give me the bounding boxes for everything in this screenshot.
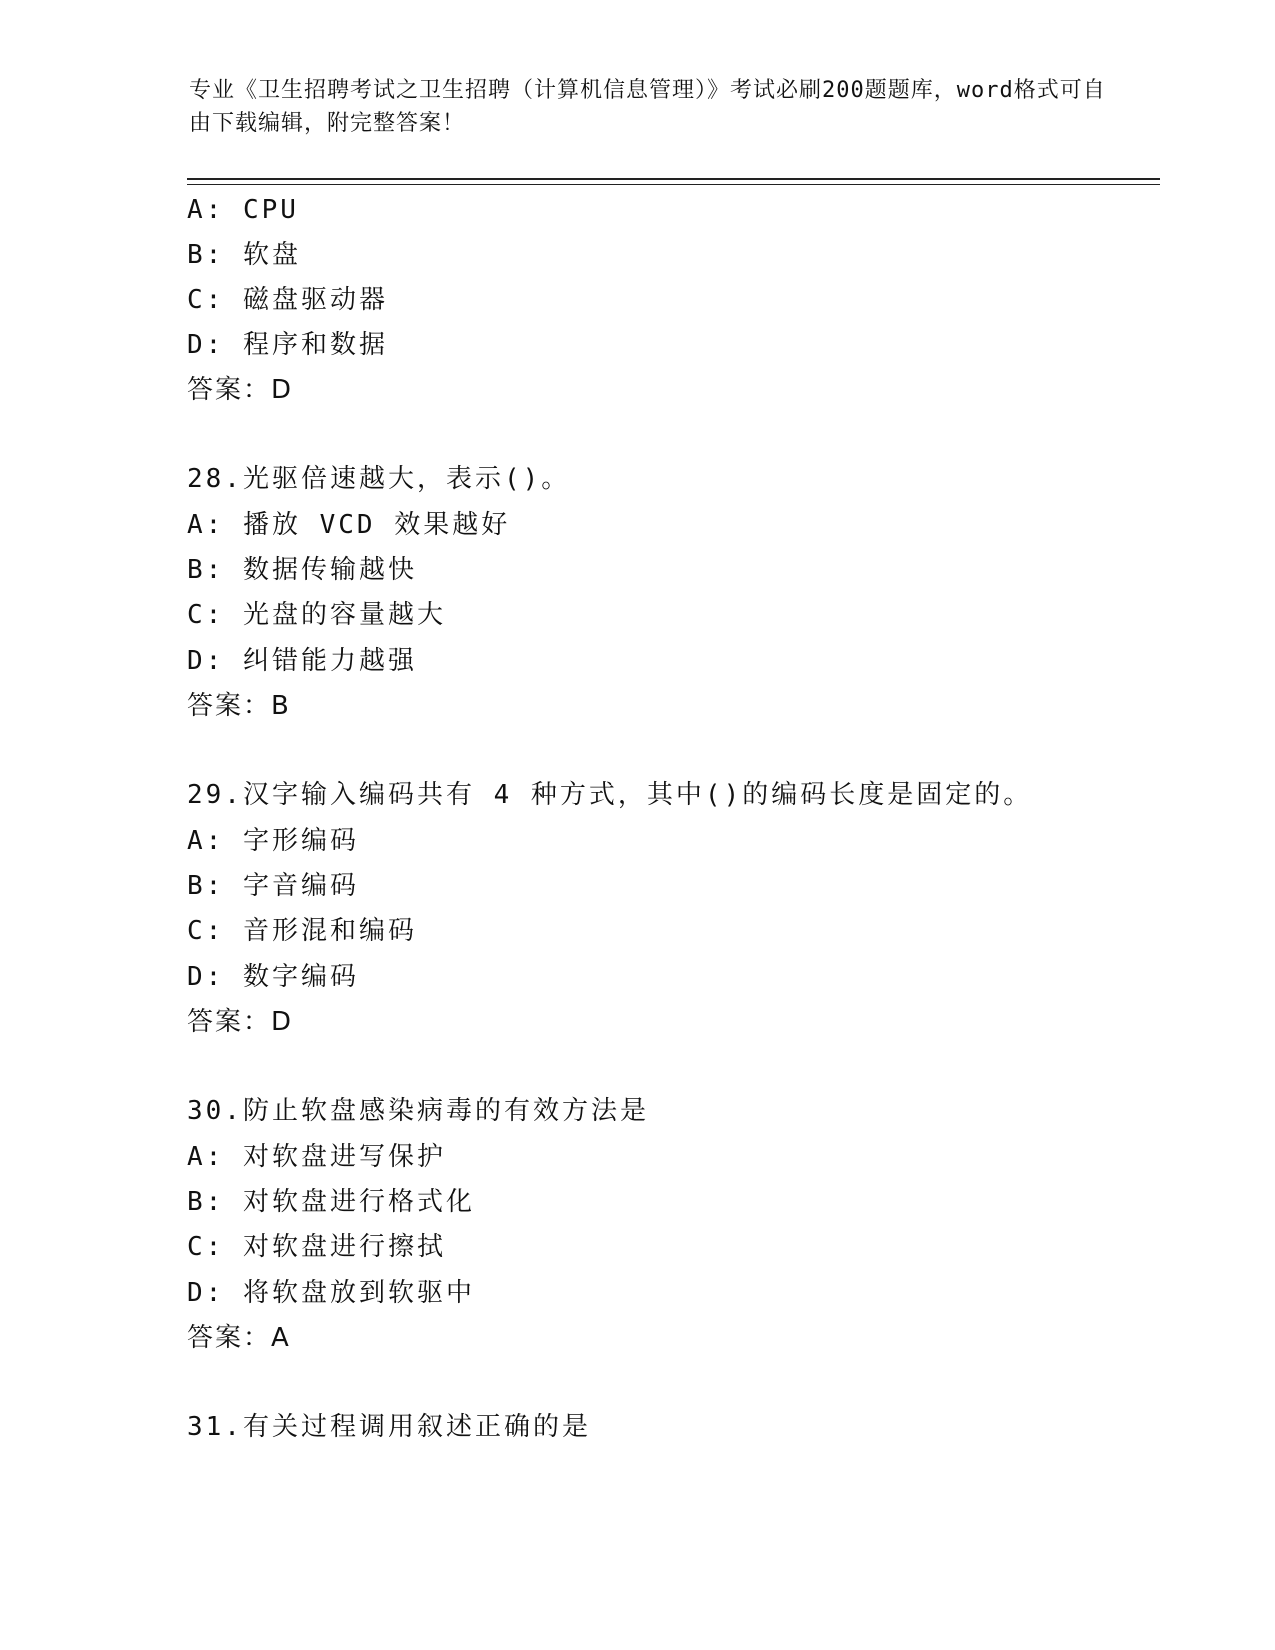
q29-option-b: B: 字音编码 [187,871,359,901]
q28-option-b: B: 数据传输越快 [187,555,417,585]
q29-answer: 答案：D [187,1007,294,1037]
q31-stem: 31.有关过程调用叙述正确的是 [187,1412,591,1442]
q30-answer: 答案：A [187,1323,291,1353]
q29-option-a: A: 字形编码 [187,826,359,856]
q28-option-a: A: 播放 VCD 效果越好 [187,510,511,540]
q28-answer: 答案：B [187,691,291,721]
header-divider-top [187,178,1160,180]
q29-option-d: D: 数字编码 [187,962,359,992]
q28-option-d: D: 纠错能力越强 [187,646,417,676]
q30-option-d: D: 将软盘放到软驱中 [187,1278,475,1308]
q27-option-a: A: CPU [187,195,299,225]
q29-option-c: C: 音形混和编码 [187,916,417,946]
document-header: 专业《卫生招聘考试之卫生招聘（计算机信息管理）》考试必刷200题题库，word格式可自由下载编辑，附完整答案！ [189,78,1106,136]
q30-option-a: A: 对软盘进写保护 [187,1142,446,1172]
q28-option-c: C: 光盘的容量越大 [187,600,446,630]
q30-option-c: C: 对软盘进行擦拭 [187,1232,446,1262]
q28-stem: 28.光驱倍速越大，表示()。 [187,464,571,494]
q27-option-b: B: 软盘 [187,240,301,270]
q27-option-d: D: 程序和数据 [187,330,388,360]
q27-answer: 答案：D [187,375,294,405]
q27-option-c: C: 磁盘驱动器 [187,285,388,315]
header-divider-bottom [187,184,1160,185]
q30-stem: 30.防止软盘感染病毒的有效方法是 [187,1096,649,1126]
q30-option-b: B: 对软盘进行格式化 [187,1187,475,1217]
q29-stem: 29.汉字输入编码共有 4 种方式，其中()的编码长度是固定的。 [187,780,1033,810]
